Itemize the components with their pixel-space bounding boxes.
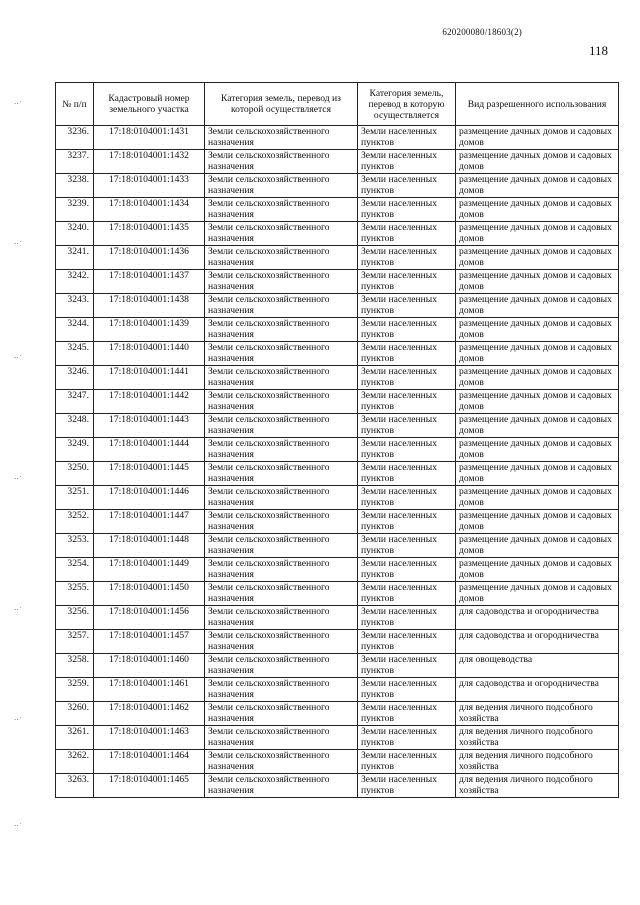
- row-number: 3243.: [56, 294, 94, 318]
- cadastral-number: 17:18:0104001:1448: [94, 534, 205, 558]
- category-from: Земли сельскохозяйственного назначения: [205, 654, 358, 678]
- cadastral-number: 17:18:0104001:1445: [94, 462, 205, 486]
- table-row: [56, 462, 619, 486]
- permitted-use: для ведения личного подсобного хозяйства: [456, 750, 619, 774]
- table-row: [56, 294, 619, 318]
- permitted-use: размещение дачных домов и садовых домов: [456, 126, 619, 150]
- land-plots-table: [55, 82, 619, 798]
- table-header-row: [56, 83, 619, 126]
- cadastral-number: 17:18:0104001:1431: [94, 126, 205, 150]
- header-permitted-use: Вид разрешенного использования: [456, 83, 619, 126]
- row-number: 3236.: [56, 126, 94, 150]
- margin-mark: ‥·: [14, 473, 23, 481]
- category-from: Земли сельскохозяйственного назначения: [205, 678, 358, 702]
- permitted-use: для ведения личного подсобного хозяйства: [456, 774, 619, 798]
- table-row: [56, 126, 619, 150]
- cadastral-number: 17:18:0104001:1444: [94, 438, 205, 462]
- row-number: 3256.: [56, 606, 94, 630]
- cadastral-number: 17:18:0104001:1446: [94, 486, 205, 510]
- permitted-use: размещение дачных домов и садовых домов: [456, 174, 619, 198]
- category-from: Земли сельскохозяйственного назначения: [205, 750, 358, 774]
- table-row: [56, 270, 619, 294]
- row-number: 3242.: [56, 270, 94, 294]
- category-to: Земли населенных пунктов: [358, 222, 456, 246]
- table-row: [56, 390, 619, 414]
- category-to: Земли населенных пунктов: [358, 726, 456, 750]
- permitted-use: размещение дачных домов и садовых домов: [456, 582, 619, 606]
- margin-mark: ‥·: [14, 98, 23, 106]
- permitted-use: размещение дачных домов и садовых домов: [456, 150, 619, 174]
- table-row: [56, 366, 619, 390]
- category-from: Земли сельскохозяйственного назначения: [205, 558, 358, 582]
- header-number: № п/п: [56, 83, 94, 126]
- margin-mark: ‥·: [14, 238, 23, 246]
- cadastral-number: 17:18:0104001:1461: [94, 678, 205, 702]
- table-row: [56, 198, 619, 222]
- margin-mark: ‥·: [14, 352, 23, 360]
- category-from: Земли сельскохозяйственного назначения: [205, 414, 358, 438]
- row-number: 3262.: [56, 750, 94, 774]
- table-row: [56, 486, 619, 510]
- row-number: 3237.: [56, 150, 94, 174]
- cadastral-number: 17:18:0104001:1435: [94, 222, 205, 246]
- cadastral-number: 17:18:0104001:1440: [94, 342, 205, 366]
- permitted-use: размещение дачных домов и садовых домов: [456, 486, 619, 510]
- category-from: Земли сельскохозяйственного назначения: [205, 582, 358, 606]
- category-to: Земли населенных пунктов: [358, 654, 456, 678]
- permitted-use: размещение дачных домов и садовых домов: [456, 534, 619, 558]
- permitted-use: размещение дачных домов и садовых домов: [456, 342, 619, 366]
- permitted-use: размещение дачных домов и садовых домов: [456, 510, 619, 534]
- cadastral-number: 17:18:0104001:1441: [94, 366, 205, 390]
- cadastral-number: 17:18:0104001:1447: [94, 510, 205, 534]
- table-row: [56, 510, 619, 534]
- cadastral-number: 17:18:0104001:1457: [94, 630, 205, 654]
- category-to: Земли населенных пунктов: [358, 750, 456, 774]
- category-from: Земли сельскохозяйственного назначения: [205, 198, 358, 222]
- cadastral-number: 17:18:0104001:1443: [94, 414, 205, 438]
- permitted-use: размещение дачных домов и садовых домов: [456, 390, 619, 414]
- category-to: Земли населенных пунктов: [358, 150, 456, 174]
- row-number: 3238.: [56, 174, 94, 198]
- row-number: 3239.: [56, 198, 94, 222]
- category-from: Земли сельскохозяйственного назначения: [205, 390, 358, 414]
- category-to: Земли населенных пунктов: [358, 630, 456, 654]
- header-cadastral-number: Кадастровый номер земельного участка: [94, 83, 205, 126]
- cadastral-number: 17:18:0104001:1436: [94, 246, 205, 270]
- row-number: 3246.: [56, 366, 94, 390]
- permitted-use: размещение дачных домов и садовых домов: [456, 462, 619, 486]
- category-from: Земли сельскохозяйственного назначения: [205, 318, 358, 342]
- margin-mark: ‥·: [14, 820, 23, 828]
- row-number: 3260.: [56, 702, 94, 726]
- permitted-use: размещение дачных домов и садовых домов: [456, 558, 619, 582]
- row-number: 3255.: [56, 582, 94, 606]
- row-number: 3253.: [56, 534, 94, 558]
- category-from: Земли сельскохозяйственного назначения: [205, 174, 358, 198]
- permitted-use: размещение дачных домов и садовых домов: [456, 222, 619, 246]
- permitted-use: для садоводства и огородничества: [456, 678, 619, 702]
- table-row: [56, 318, 619, 342]
- table-row: [56, 342, 619, 366]
- cadastral-number: 17:18:0104001:1432: [94, 150, 205, 174]
- category-to: Земли населенных пунктов: [358, 606, 456, 630]
- category-to: Земли населенных пунктов: [358, 438, 456, 462]
- table-row: [56, 558, 619, 582]
- row-number: 3258.: [56, 654, 94, 678]
- permitted-use: для садоводства и огородничества: [456, 630, 619, 654]
- table-row: [56, 678, 619, 702]
- table-row: [56, 438, 619, 462]
- table-row: [56, 582, 619, 606]
- permitted-use: для ведения личного подсобного хозяйства: [456, 702, 619, 726]
- category-to: Земли населенных пунктов: [358, 486, 456, 510]
- category-to: Земли населенных пунктов: [358, 174, 456, 198]
- category-from: Земли сельскохозяйственного назначения: [205, 294, 358, 318]
- category-from: Земли сельскохозяйственного назначения: [205, 222, 358, 246]
- row-number: 3245.: [56, 342, 94, 366]
- cadastral-number: 17:18:0104001:1450: [94, 582, 205, 606]
- table-row: [56, 534, 619, 558]
- cadastral-number: 17:18:0104001:1442: [94, 390, 205, 414]
- permitted-use: размещение дачных домов и садовых домов: [456, 414, 619, 438]
- category-from: Земли сельскохозяйственного назначения: [205, 438, 358, 462]
- table-row: [56, 246, 619, 270]
- cadastral-number: 17:18:0104001:1465: [94, 774, 205, 798]
- category-to: Земли населенных пунктов: [358, 414, 456, 438]
- category-from: Земли сельскохозяйственного назначения: [205, 246, 358, 270]
- row-number: 3248.: [56, 414, 94, 438]
- table-row: [56, 414, 619, 438]
- table-row: [56, 606, 619, 630]
- category-from: Земли сельскохозяйственного назначения: [205, 606, 358, 630]
- permitted-use: размещение дачных домов и садовых домов: [456, 438, 619, 462]
- table-row: [56, 774, 619, 798]
- category-to: Земли населенных пунктов: [358, 534, 456, 558]
- table-row: [56, 750, 619, 774]
- table-row: [56, 150, 619, 174]
- category-to: Земли населенных пунктов: [358, 270, 456, 294]
- cadastral-number: 17:18:0104001:1433: [94, 174, 205, 198]
- cadastral-number: 17:18:0104001:1460: [94, 654, 205, 678]
- row-number: 3250.: [56, 462, 94, 486]
- row-number: 3263.: [56, 774, 94, 798]
- category-from: Земли сельскохозяйственного назначения: [205, 486, 358, 510]
- table-row: [56, 702, 619, 726]
- table-row: [56, 630, 619, 654]
- cadastral-number: 17:18:0104001:1456: [94, 606, 205, 630]
- header-category-from: Категория земель, перевод из которой осуществляется: [205, 83, 358, 126]
- cadastral-number: 17:18:0104001:1464: [94, 750, 205, 774]
- category-from: Земли сельскохозяйственного назначения: [205, 270, 358, 294]
- cadastral-number: 17:18:0104001:1438: [94, 294, 205, 318]
- category-from: Земли сельскохозяйственного назначения: [205, 534, 358, 558]
- row-number: 3261.: [56, 726, 94, 750]
- table-row: [56, 174, 619, 198]
- category-from: Земли сельскохозяйственного назначения: [205, 126, 358, 150]
- row-number: 3247.: [56, 390, 94, 414]
- permitted-use: размещение дачных домов и садовых домов: [456, 246, 619, 270]
- category-to: Земли населенных пунктов: [358, 126, 456, 150]
- category-to: Земли населенных пунктов: [358, 558, 456, 582]
- row-number: 3244.: [56, 318, 94, 342]
- category-to: Земли населенных пунктов: [358, 582, 456, 606]
- category-to: Земли населенных пунктов: [358, 678, 456, 702]
- permitted-use: размещение дачных домов и садовых домов: [456, 198, 619, 222]
- cadastral-number: 17:18:0104001:1439: [94, 318, 205, 342]
- category-to: Земли населенных пунктов: [358, 366, 456, 390]
- category-to: Земли населенных пунктов: [358, 246, 456, 270]
- cadastral-number: 17:18:0104001:1434: [94, 198, 205, 222]
- row-number: 3252.: [56, 510, 94, 534]
- category-to: Земли населенных пунктов: [358, 318, 456, 342]
- row-number: 3251.: [56, 486, 94, 510]
- permitted-use: размещение дачных домов и садовых домов: [456, 318, 619, 342]
- category-to: Земли населенных пунктов: [358, 510, 456, 534]
- table-body: [56, 126, 619, 798]
- category-from: Земли сельскохозяйственного назначения: [205, 366, 358, 390]
- cadastral-number: 17:18:0104001:1462: [94, 702, 205, 726]
- category-from: Земли сельскохозяйственного назначения: [205, 726, 358, 750]
- row-number: 3249.: [56, 438, 94, 462]
- margin-mark: ‥·: [14, 714, 23, 722]
- category-to: Земли населенных пунктов: [358, 294, 456, 318]
- category-from: Земли сельскохозяйственного назначения: [205, 510, 358, 534]
- category-to: Земли населенных пунктов: [358, 390, 456, 414]
- category-from: Земли сельскохозяйственного назначения: [205, 630, 358, 654]
- header-category-to: Категория земель, перевод в которую осуществляется: [358, 83, 456, 126]
- permitted-use: размещение дачных домов и садовых домов: [456, 270, 619, 294]
- row-number: 3257.: [56, 630, 94, 654]
- category-from: Земли сельскохозяйственного назначения: [205, 702, 358, 726]
- category-to: Земли населенных пунктов: [358, 774, 456, 798]
- permitted-use: для овощеводства: [456, 654, 619, 678]
- table-row: [56, 222, 619, 246]
- cadastral-number: 17:18:0104001:1463: [94, 726, 205, 750]
- category-from: Земли сельскохозяйственного назначения: [205, 150, 358, 174]
- margin-mark: ‥·: [14, 604, 23, 612]
- category-to: Земли населенных пунктов: [358, 702, 456, 726]
- cadastral-number: 17:18:0104001:1449: [94, 558, 205, 582]
- category-from: Земли сельскохозяйственного назначения: [205, 342, 358, 366]
- row-number: 3254.: [56, 558, 94, 582]
- permitted-use: размещение дачных домов и садовых домов: [456, 294, 619, 318]
- row-number: 3241.: [56, 246, 94, 270]
- row-number: 3240.: [56, 222, 94, 246]
- permitted-use: для садоводства и огородничества: [456, 606, 619, 630]
- page-number: 118: [588, 43, 608, 58]
- permitted-use: размещение дачных домов и садовых домов: [456, 366, 619, 390]
- permitted-use: для ведения личного подсобного хозяйства: [456, 726, 619, 750]
- table-row: [56, 654, 619, 678]
- category-to: Земли населенных пунктов: [358, 462, 456, 486]
- category-from: Земли сельскохозяйственного назначения: [205, 774, 358, 798]
- category-from: Земли сельскохозяйственного назначения: [205, 462, 358, 486]
- document-code: 620200080/18603(2): [442, 27, 522, 37]
- category-to: Земли населенных пунктов: [358, 342, 456, 366]
- row-number: 3259.: [56, 678, 94, 702]
- category-to: Земли населенных пунктов: [358, 198, 456, 222]
- table-row: [56, 726, 619, 750]
- cadastral-number: 17:18:0104001:1437: [94, 270, 205, 294]
